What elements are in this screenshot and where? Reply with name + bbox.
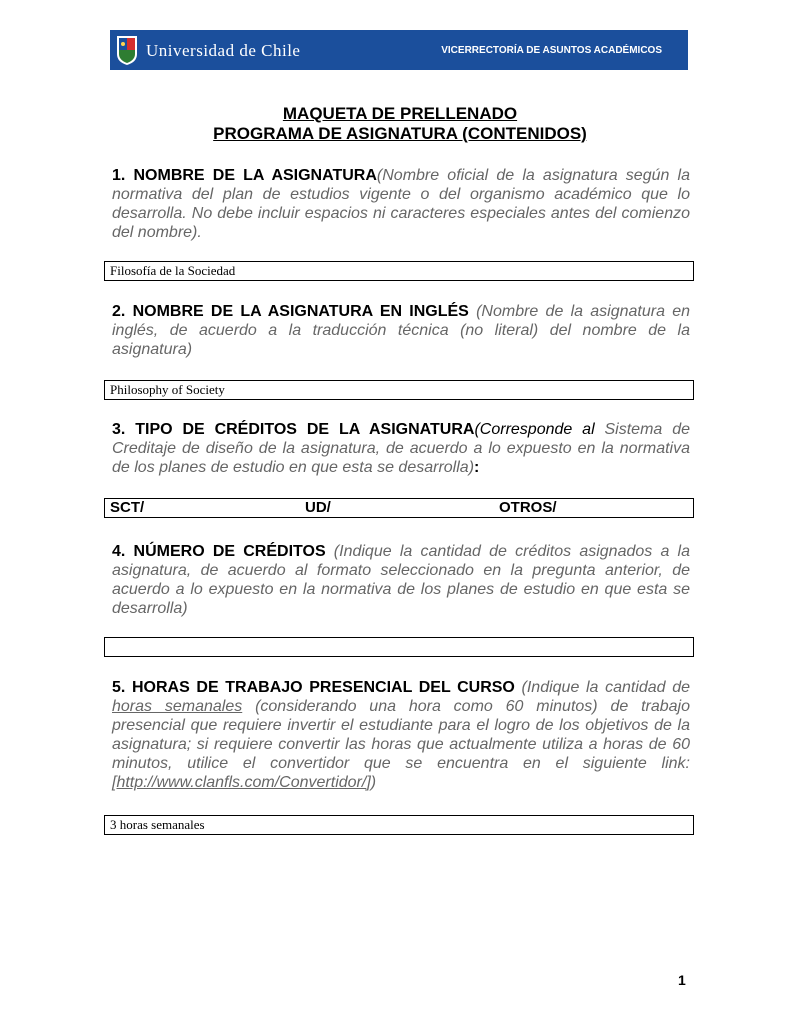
course-name-field[interactable]: Filosofía de la Sociedad	[104, 261, 694, 281]
section-5-description-a: (Indique la cantidad de	[514, 679, 691, 696]
credit-type-ud[interactable]: UD/	[305, 499, 331, 516]
section-4-description: (Indique la cantidad de créditos asignados a la asignatura, de acuerdo al formato seleccionado en la pregunta anterior, de acuerdo a lo expuesto en la normativa de los planes de estudio en que esta se desarrolla)	[112, 543, 690, 617]
university-crest-icon	[116, 34, 138, 66]
section-5-description-b: (considerando una hora como 60 minutos) de trabajo presencial que requiere invertir el estudiante para el logro de los objetivos de la asignatura; si requiere convertir las horas que actualmente utiliza a horas de 60 minutos, utilice el convertidor que se encuentra en el siguiente link: [	[112, 698, 691, 791]
section-5	[112, 678, 690, 792]
section-5-heading: 5. HORAS DE TRABAJO PRESENCIAL DEL CURSO	[112, 679, 515, 696]
section-1-description: (Nombre oficial de la asignatura según la normativa del plan de estudios vigente o del organismo académico que lo desarrolla. No debe incluir espacios ni caracteres especiales antes del comienzo del nombre).	[112, 167, 691, 241]
section-2-heading: 2. NOMBRE DE LA ASIGNATURA EN INGLÉS	[112, 303, 469, 320]
header-banner	[110, 30, 688, 70]
section-1-heading: 1. NOMBRE DE LA ASIGNATURA	[112, 167, 377, 184]
section-2-description: (Nombre de la asignatura en inglés, de acuerdo a la traducción técnica (no literal) del nombre de la asignatura)	[112, 303, 690, 358]
page-number: 1	[678, 972, 686, 988]
section-4-heading: 4. NÚMERO DE CRÉDITOS	[112, 543, 326, 560]
section-1	[112, 166, 690, 242]
section-3-description-b: Sistema de Creditaje de diseño de la asignatura, de acuerdo a lo expuesto en la normativa de los planes de estudio en que esta se desarrolla)	[112, 421, 690, 476]
credit-type-field[interactable]	[104, 498, 694, 518]
converter-link[interactable]: http://www.clanfls.com/Convertidor/	[116, 774, 367, 791]
section-3-colon: :	[474, 459, 480, 476]
section-5-description-c: ])	[366, 774, 377, 791]
section-3-description-a: (Corresponde al	[474, 421, 595, 438]
section-5-description-underlined: horas semanales	[112, 698, 243, 715]
section-2	[112, 302, 690, 359]
section-4	[112, 542, 690, 618]
section-3-heading: 3. TIPO DE CRÉDITOS DE LA ASIGNATURA	[112, 421, 475, 438]
contact-hours-field[interactable]: 3 horas semanales	[104, 815, 694, 835]
credit-type-sct[interactable]: SCT/	[110, 499, 145, 516]
document-title-line2: PROGRAMA DE ASIGNATURA (CONTENIDOS)	[213, 124, 587, 143]
course-name-english-field[interactable]: Philosophy of Society	[104, 380, 694, 400]
credit-type-otros[interactable]: OTROS/	[499, 499, 557, 516]
university-name: Universidad de Chile	[146, 41, 301, 60]
credit-number-field[interactable]	[104, 637, 694, 657]
document-title-line1: MAQUETA DE PRELLENADO	[282, 104, 518, 123]
section-3	[112, 420, 690, 477]
office-name: VICERRECTORÍA DE ASUNTOS ACADÉMICOS	[441, 45, 662, 56]
